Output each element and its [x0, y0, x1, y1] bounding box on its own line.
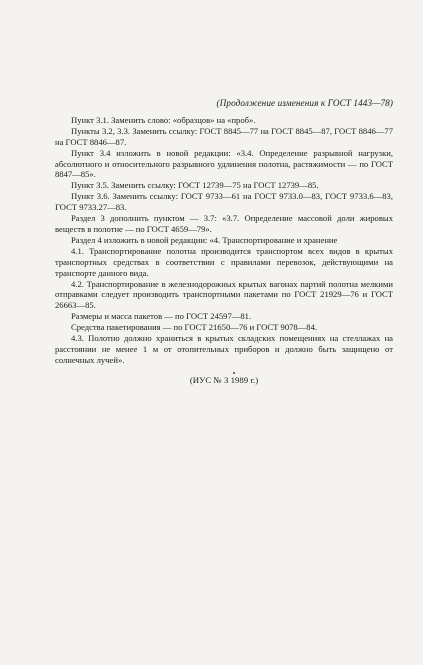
continuation-header: (Продолжение изменения к ГОСТ 1443—78)	[216, 98, 393, 108]
paragraph-4-2: 4.2. Транспортирование в железнодорожных крытых вагонах партий полотна мелкими отправками следует производить транспортными пакетами по ГОСТ 21929—76 и ГОСТ 26663—85.	[55, 278, 393, 311]
paragraph-3-1: Пункт 3.1. Заменить слово: «образцов» на «проб».	[71, 114, 256, 125]
ius-reference: (ИУС № 3 1989 г.)	[189, 374, 259, 385]
paragraph-4-1: 4.1. Транспортирование полотна производится транспортом всех видов в крытых транспортных средствах в соответствии с правилами перевозок, действующими на транспорте данного вида.	[55, 245, 393, 278]
paragraph-3-5: Пункт 3.5. Заменить ссылку: ГОСТ 12739—75 на ГОСТ 12739—85.	[71, 180, 319, 191]
scan-dot	[233, 372, 235, 374]
paragraph-3-2-3-3: Пункты 3.2, 3.3. Заменить ссылку: ГОСТ 8845—77 на ГОСТ 8845—87, ГОСТ 8846—77 на ГОСТ 8846—87.	[55, 125, 393, 147]
amendment-text	[55, 98, 393, 394]
paragraph-3-6: Пункт 3.6. Заменить ссылку: ГОСТ 9733—61 на ГОСТ 9733.0—83, ГОСТ 9733.6—83, ГОСТ 9733.27—83.	[55, 191, 393, 213]
paragraph-3-4: Пункт 3.4 изложить в новой редакции: «3.4. Определение разрывной нагрузки, абсолютного и относительного разрывного удлинения полотна, растяжимости — по ГОСТ 8847—85».	[55, 147, 393, 180]
paragraph-section-4: Раздел 4 изложить в новой редакции: «4. Транспортирование и хранение	[71, 234, 338, 245]
paragraph-packet-sizes: Размеры и масса пакетов — по ГОСТ 24597—81.	[71, 311, 252, 322]
paragraph-3-7: Раздел 3 дополнить пунктом — 3.7: «3.7. Определение массовой доли жировых веществ в полотне — по ГОСТ 4659—79».	[55, 213, 393, 234]
paragraph-4-3: 4.3. Полотно должно храниться в крытых складских помещениях на стеллажах на расстоянии не менее 1 м от отопительных приборов и должно быть защищено от солнечных лучей».	[55, 333, 393, 365]
paragraph-packaging-means: Средства пакетирования — по ГОСТ 21650—76 и ГОСТ 9078—84.	[71, 322, 318, 333]
